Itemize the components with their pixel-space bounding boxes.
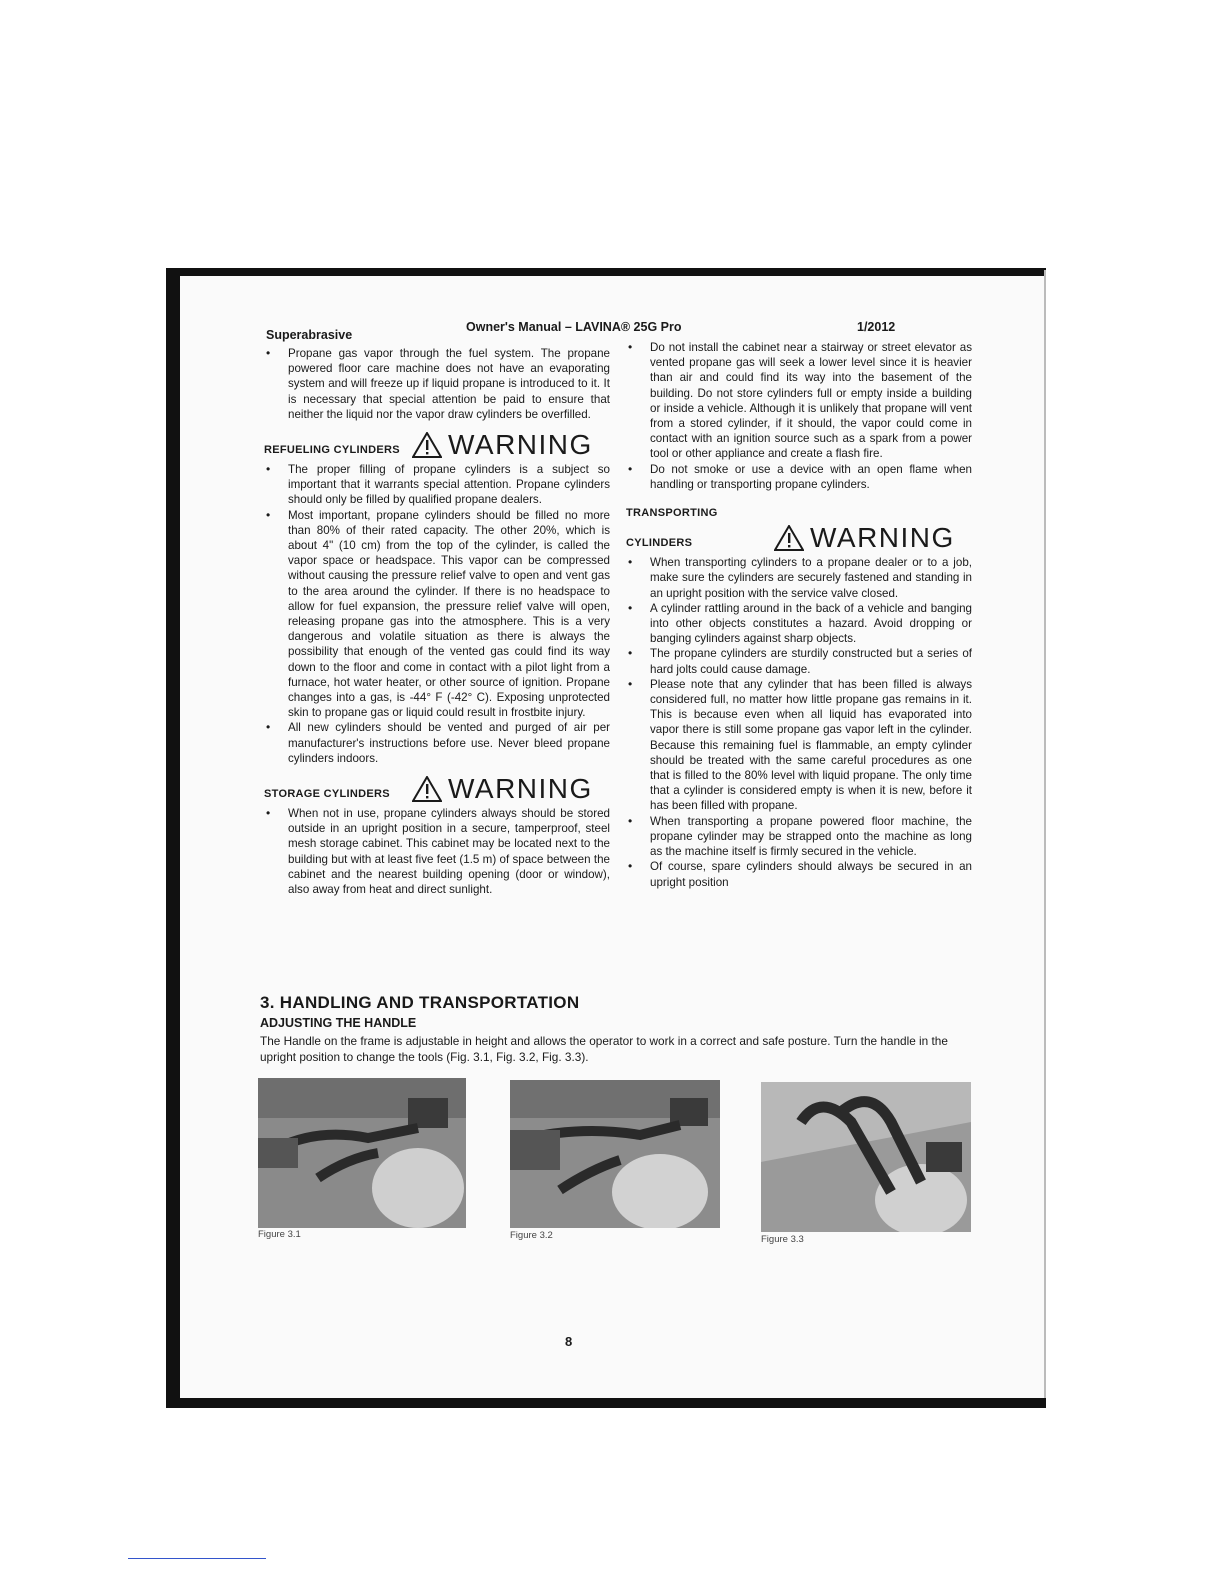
refueling-warning-row (264, 430, 610, 460)
warning-triangle-icon (412, 432, 442, 458)
warning-text: WARNING (448, 773, 593, 805)
list-item: • When transporting cylinders to a propane dealer or to a job, make sure the cylinders are securely fastened and standing in an upright position with the service valve closed. (626, 555, 972, 601)
list-item: • The proper filling of propane cylinders is a subject so important that it warrants special attention. Propane cylinders should only be filled by qualified propane dealers. (264, 462, 610, 508)
figure-caption: Figure 3.2 (510, 1230, 553, 1241)
warning-badge (774, 523, 955, 553)
header-date: 1/2012 (857, 320, 896, 334)
storage-warning-row (264, 774, 610, 804)
figure-caption: Figure 3.1 (258, 1229, 301, 1240)
section-body-text: The Handle on the frame is adjustable in height and allows the operator to work in a correct and safe posture. Turn the handle in the upright position to change the tools (Fig. 3.1, Fig. 3.2, Fig. 3.3). (260, 1034, 948, 1064)
list-item: • All new cylinders should be vented and purged of air per manufacturer's instructions before use. Never bleed propane cylinders indoors. (264, 720, 610, 766)
header-title: Owner's Manual – LAVINA® 25G Pro (466, 320, 682, 334)
list-item: • A cylinder rattling around in the back of a vehicle and banging into other objects constitutes a hazard. Avoid dropping or banging cylinders against sharp objects. (626, 601, 972, 647)
list-item: • Do not install the cabinet near a stairway or street elevator as vented propane gas will seek a lower level since it is heavier than air and could find its way into the basement of the building. Do not store cylinders full or empty inside a building or inside a vehicle. Although it is unlikely that propane will vent from a stored cylinder, if it should, the vapor could come in contact with an ignition source such as a spark from a power tool or other appliance and create a flash fire. (626, 340, 972, 462)
warning-text: WARNING (810, 522, 955, 554)
refueling-label: REFUELING CYLINDERS (264, 443, 400, 456)
warning-text: WARNING (448, 429, 593, 461)
storage-label: STORAGE CYLINDERS (264, 787, 390, 800)
left-column (264, 346, 610, 897)
transporting-label: TRANSPORTING (626, 507, 718, 520)
warning-badge (412, 430, 593, 460)
list-item: • Propane gas vapor through the fuel system. The propane powered floor care machine does not have an evaporating system and will freeze up if liquid propane is introduced to it. It is necessary that special attention be paid to ensure that neither the liquid nor the vapor draw cylinders be overfilled. (264, 346, 610, 422)
list-item: • When transporting a propane powered floor machine, the propane cylinder may be strapped onto the machine as long as the machine itself is firmly secured in the vehicle. (626, 814, 972, 860)
figure-3-1-photo (258, 1078, 466, 1228)
section-title: 3. HANDLING AND TRANSPORTATION (260, 993, 580, 1012)
page-number: 8 (565, 1334, 573, 1349)
figure-3-3-photo (761, 1082, 971, 1232)
figure-3-2-photo (510, 1080, 720, 1228)
transporting-label-cylinders: CYLINDERS (626, 537, 693, 550)
list-item: • When not in use, propane cylinders always should be stored outside in an upright position in a secure, tamperproof, steel mesh storage cabinet. This cabinet may be located next to the building but with at least five feet (1.5 m) of space between the cabinet and the nearest building opening (door or window), also away from heat and direct sunlight. (264, 806, 610, 897)
warning-badge (412, 774, 593, 804)
stray-underline (128, 1558, 266, 1559)
scan-border-bottom (166, 1398, 1046, 1408)
list-item: • Of course, spare cylinders should always be secured in an upright position (626, 859, 972, 889)
list-item: • Most important, propane cylinders should be filled no more than 80% of their rated capacity. The other 20%, which is about 4" (10 cm) from the top of the cylinder, is called the vapor space or headspace. This vapor can be compressed without causing the pressure relief valve to open and vent gas to the area around the cylinder. If there is no headspace to allow for fuel expansion, the pressure relief valve will open, releasing propane gas into the atmosphere. This is a very dangerous and volatile situation as there is always the possibility that enough of the vented gas could find its way down to the floor and come in contact with a pilot light from a furnace, hot water heater, or other source of ignition. Propane changes into a gas, is -44° F (-42° C). Exposing unprotected skin to propane gas or liquid could result in frostbite injury. (264, 508, 610, 721)
list-item: • Please note that any cylinder that has been filled is always considered full, no matter how little propane gas remains in it. This is because even when all liquid has evaporated into vapor there is still some propane gas vapor left in the cylinder. Because this remaining fuel is flammable, an empty cylinder should be treated with the same careful procedures as one that is filled to the 80% level with liquid propane. The only time that a cylinder is considered empty is when it is new, before it has been filled with propane. (626, 677, 972, 814)
scan-border-right (1044, 270, 1046, 1405)
list-item: • The propane cylinders are sturdily constructed but a series of hard jolts could cause damage. (626, 646, 972, 676)
list-item: • Do not smoke or use a device with an open flame when handling or transporting propane cylinders. (626, 462, 972, 492)
figure-caption: Figure 3.3 (761, 1234, 804, 1245)
right-column (626, 340, 972, 890)
header-brand: Superabrasive (266, 328, 353, 342)
scan-border-left (166, 268, 180, 1408)
transporting-warning-row (626, 523, 972, 553)
warning-triangle-icon (774, 525, 804, 551)
subsection-title: ADJUSTING THE HANDLE (260, 1016, 417, 1030)
warning-triangle-icon (412, 776, 442, 802)
scan-border-top (168, 268, 1046, 276)
